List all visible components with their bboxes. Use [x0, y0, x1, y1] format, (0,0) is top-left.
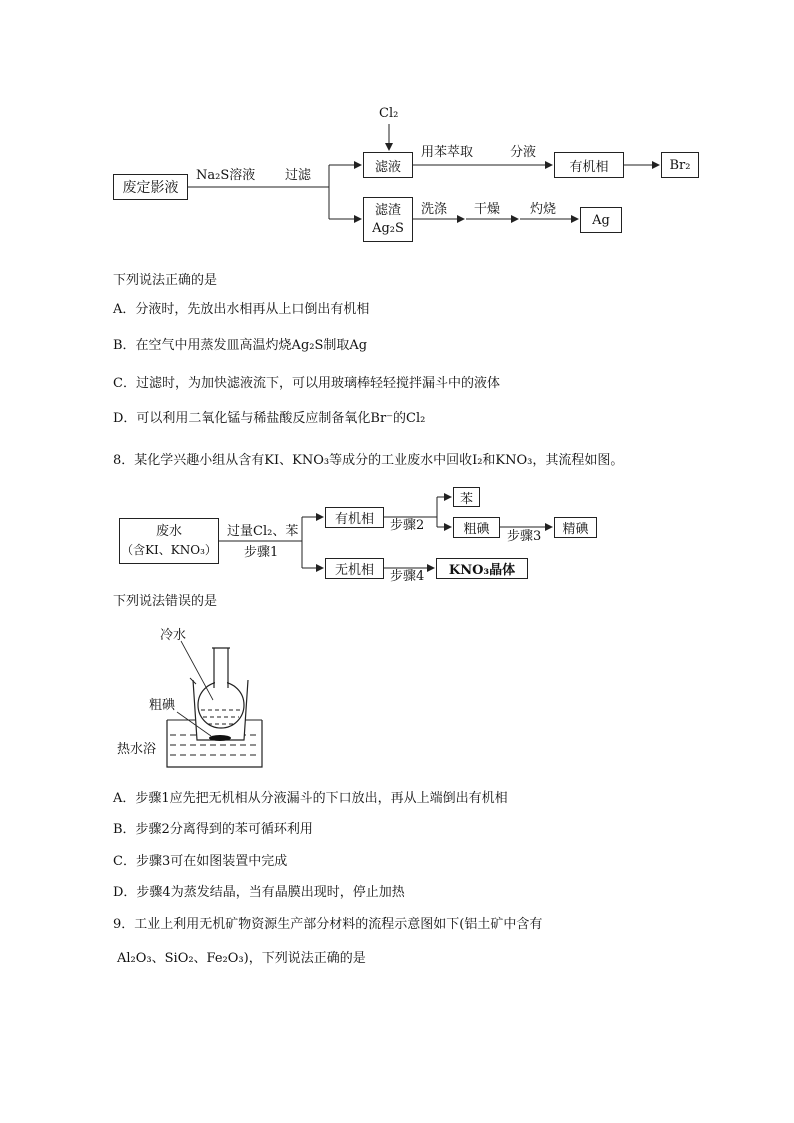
- q8-option-b: B．步骤2分离得到的苯可循环利用: [113, 822, 313, 837]
- q7-stem: 下列说法正确的是: [113, 273, 218, 288]
- q8-title: 8．某化学兴趣小组从含有KI、KNO₃等成分的工业废水中回收I₂和KNO₃，其流程如图。: [113, 453, 624, 468]
- q9-stem-line1: 9．工业上利用无机矿物资源生产部分材料的流程示意图如下(铝土矿中含有: [113, 917, 543, 932]
- label-benzene-extract: 用苯萃取: [421, 145, 474, 160]
- q8-option-c: C．步骤3可在如图装置中完成: [113, 854, 288, 869]
- box-br2: Br₂: [661, 152, 699, 178]
- q8-option-d: D．步骤4为蒸发结晶，当有晶膜出现时，停止加热: [113, 885, 405, 900]
- label-excess-cl2-benzene: 过量Cl₂、苯: [227, 524, 299, 539]
- box-ag: Ag: [580, 207, 622, 233]
- q8-stem: 下列说法错误的是: [113, 594, 218, 609]
- residue-formula: Ag₂S: [372, 220, 404, 236]
- label-cl2: Cl₂: [379, 106, 399, 121]
- label-burn: 灼烧: [530, 202, 557, 217]
- box-waste-fixer: 废定影液: [113, 174, 188, 200]
- box-benzene: 苯: [453, 487, 480, 507]
- label-step2: 步骤2: [390, 518, 425, 533]
- box-organic-phase-2: 有机相: [325, 507, 384, 528]
- box-filtrate: 滤液: [363, 152, 413, 178]
- box-organic-phase: 有机相: [554, 152, 624, 178]
- box-pure-iodine: 精碘: [554, 517, 597, 538]
- q8-option-a: A．步骤1应先把无机相从分液漏斗的下口放出，再从上端倒出有机相: [113, 791, 508, 806]
- label-step1: 步骤1: [244, 545, 279, 560]
- label-filter: 过滤: [285, 168, 312, 183]
- q7-option-c: C．过滤时，为加快滤液流下，可以用玻璃棒轻轻搅拌漏斗中的液体: [113, 376, 500, 391]
- box-kno3-crystal: KNO₃晶体: [436, 558, 528, 579]
- q7-option-a: A．分液时，先放出水相再从上口倒出有机相: [113, 302, 370, 317]
- wastewater-label: 废水: [155, 524, 182, 539]
- wastewater-composition: （含KI、KNO₃）: [121, 543, 217, 557]
- box-crude-iodine: 粗碘: [453, 517, 500, 538]
- label-separate: 分液: [510, 145, 537, 160]
- label-dry: 干燥: [474, 202, 501, 217]
- label-na2s-solution: Na₂S溶液: [196, 168, 256, 183]
- residue-label: 滤渣: [374, 202, 401, 218]
- label-wash: 洗涤: [421, 202, 448, 217]
- label-crude-iodine: 粗碘: [149, 698, 176, 713]
- q7-option-b: B．在空气中用蒸发皿高温灼烧Ag₂S制取Ag: [113, 338, 368, 353]
- q9-stem-line2: Al₂O₃、SiO₂、Fe₂O₃)，下列说法正确的是: [117, 951, 366, 966]
- label-hot-water-bath: 热水浴: [117, 742, 157, 757]
- box-inorganic-phase: 无机相: [325, 558, 384, 579]
- label-step3: 步骤3: [507, 529, 542, 544]
- q7-option-d: D．可以利用二氧化锰与稀盐酸反应制备氧化Br⁻的Cl₂: [113, 411, 426, 426]
- label-cold-water: 冷水: [160, 628, 187, 643]
- label-step4: 步骤4: [390, 569, 425, 584]
